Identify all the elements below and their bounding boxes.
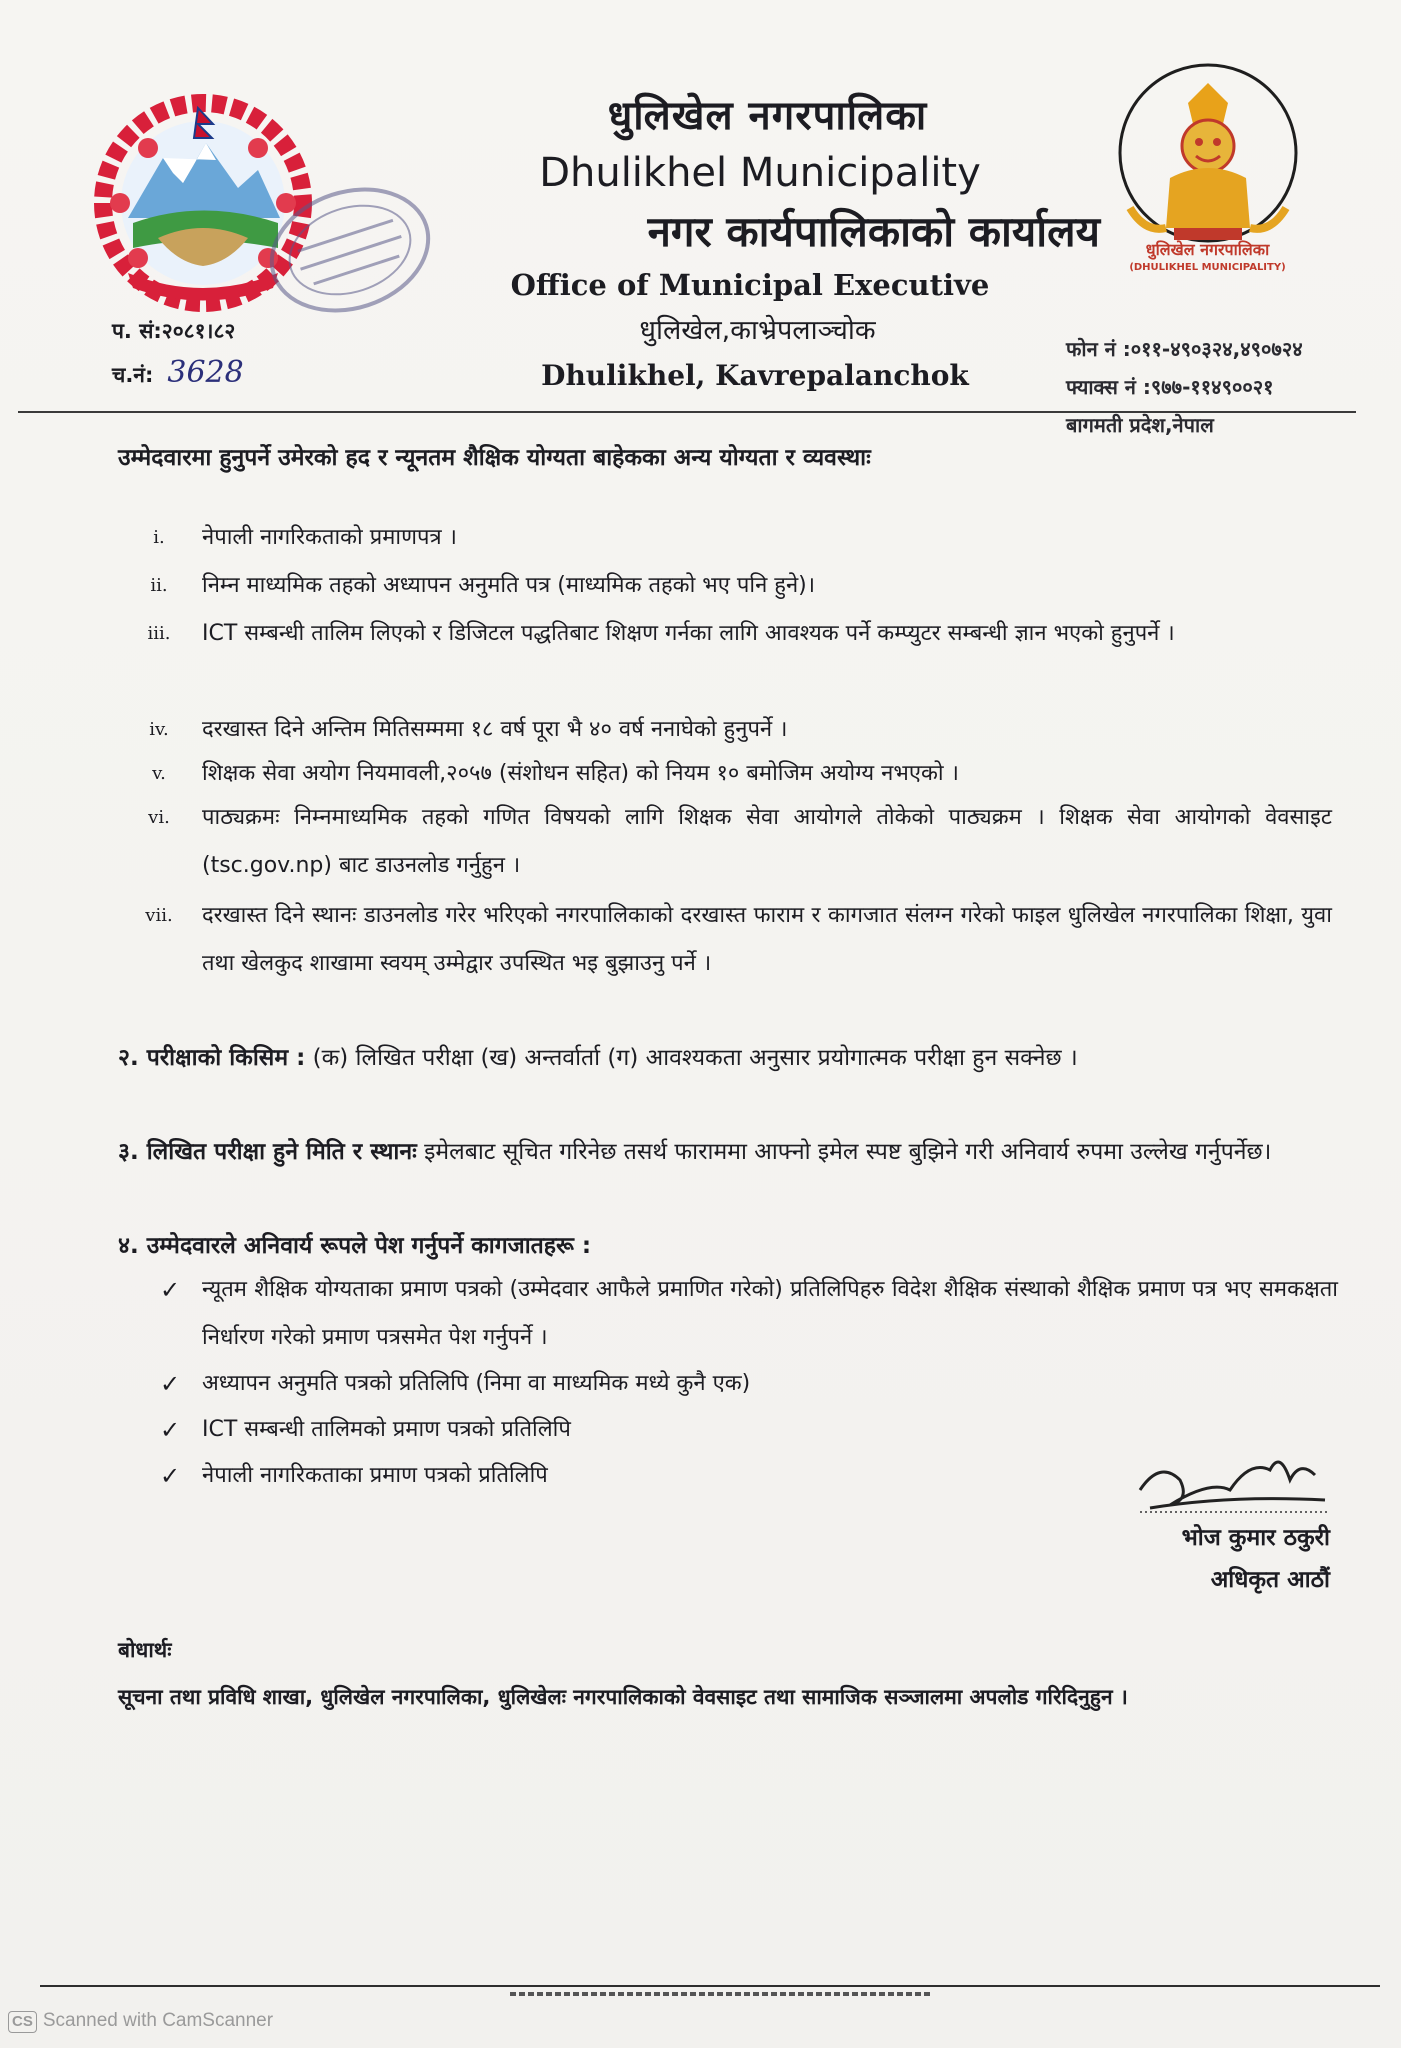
item-number: ii.	[150, 575, 168, 596]
logo-caption-english: (DHULIKHEL MUNICIPALITY)	[1129, 262, 1286, 273]
camscanner-text: Scanned with CamScanner	[42, 2010, 274, 2031]
contact-block	[1066, 330, 1303, 444]
item-text: दरखास्त दिने अन्तिम मितिसम्ममा १८ वर्ष पूरा भै ४० वर्ष ननाघेको हुनुपर्ने ।	[202, 717, 788, 742]
footer-fineprint	[510, 1992, 930, 1996]
item-text: शिक्षक सेवा अयोग नियमावली,२०५७ (संशोधन सहित) को नियम १० बमोजिम अयोग्य नभएको ।	[202, 761, 959, 786]
section-exam-date-label: ३. लिखित परीक्षा हुने मिति र स्थानः	[118, 1139, 417, 1165]
logo-caption-nepali: धुलिखेल नगरपालिका	[1145, 240, 1270, 259]
checklist-text: न्यूतम शैक्षिक योग्यताका प्रमाण पत्रको (उम्मेदवार आफैले प्रमाणित गरेको) प्रतिलिपिहरु विदेश शैक्षिक संस्थाको शैक्षिक प्रमाण पत्र भए समकक्षता निर्धारण गरेको प्रमाण पत्रसमेत पेश गर्नुपर्ने ।	[202, 1277, 1338, 1350]
camscanner-logo-icon: CS	[8, 2011, 37, 2033]
letterhead	[0, 40, 1401, 437]
signatory-title: अधिकृत आठौं	[1210, 1567, 1330, 1593]
item-text: दरखास्त दिने स्थानः डाउनलोड गरेर भरिएको नगरपालिकाको दरखास्त फाराम र कागजात संलग्न गरेको फाइल धुलिखेल नगरपालिका शिक्षा, युवा तथा खेलकुद शाखामा स्वयम् उम्मेद्वार उपस्थित भइ बुझाउनु पर्ने ।	[202, 903, 1332, 976]
address-english: Dhulikhel, Kavrepalanchok	[541, 359, 969, 392]
item-text: निम्न माध्यमिक तहको अध्यापन अनुमति पत्र (माध्यमिक तहको भए पनि हुने)।	[202, 573, 816, 598]
section-documents-heading: ४. उम्मेदवारले अनिवार्य रूपले पेश गर्नुपर्ने कागजातहरू :	[118, 1233, 592, 1259]
title-block	[380, 88, 1100, 398]
checklist-text: अध्यापन अनुमति पत्रको प्रतिलिपि (निमा वा माध्यमिक मध्ये कुनै एक)	[202, 1371, 751, 1396]
checklist-text: नेपाली नागरिकताका प्रमाण पत्रको प्रतिलिपि	[202, 1463, 548, 1488]
item-number: vii.	[145, 905, 173, 926]
checkmark-icon: ✓	[160, 1462, 181, 1490]
section-exam-type-text: (क) लिखित परीक्षा (ख) अन्तर्वार्ता (ग) आवश्यकता अनुसार प्रयोगात्मक परीक्षा हुन सक्नेछ ।	[312, 1045, 1078, 1071]
bodharth-label: बोधार्थः	[118, 1638, 172, 1662]
section-exam-type-label: २. परीक्षाको किसिम :	[118, 1045, 306, 1071]
item-number: v.	[152, 763, 166, 784]
municipality-name-english: Dhulikhel Municipality	[539, 150, 981, 196]
item-number: vi.	[148, 807, 170, 828]
address-nepali: धुलिखेल,काभ्रेपलाञ्चोक	[639, 315, 876, 346]
section-exam-date	[118, 1128, 1338, 1176]
reference-block	[112, 310, 244, 394]
item-number: i.	[153, 527, 165, 548]
section-exam-type	[118, 1034, 1338, 1082]
item-text: पाठ्यक्रमः निम्नमाध्यमिक तहको गणित विषयको लागि शिक्षक सेवा आयोगले तोकेको पाठ्यक्रम । शिक्षक सेवा आयोगको वेवसाइट (tsc.gov.np) बाट डाउनलोड गर्नुहुन ।	[202, 805, 1332, 878]
item-number: iii.	[147, 623, 171, 644]
municipality-name-nepali: धुलिखेल नगरपालिका	[607, 93, 928, 139]
dispatch-number: 3628	[167, 355, 244, 390]
bodharth-text: सूचना तथा प्रविधि शाखा, धुलिखेल नगरपालिका, धुलिखेलः नगरपालिकाको वेवसाइट तथा सामाजिक सञ्जालमा अपलोड गरिदिनुहुन ।	[118, 1685, 1128, 1709]
footer-divider	[40, 1985, 1380, 1987]
checkmark-icon: ✓	[160, 1416, 181, 1444]
item-text: नेपाली नागरिकताको प्रमाणपत्र ।	[202, 525, 457, 550]
office-name-nepali: नगर कार्यपालिकाको कार्यालय	[647, 207, 1100, 256]
item-text: ICT सम्बन्धी तालिम लिएको र डिजिटल पद्धतिबाट शिक्षण गर्नका लागि आवश्यक पर्ने कम्प्युटर सम्बन्धी ज्ञान भएको हुनुपर्ने ।	[202, 621, 1175, 646]
header-divider	[18, 411, 1356, 413]
camscanner-watermark	[8, 2010, 273, 2033]
checklist-text: ICT सम्बन्धी तालिमको प्रमाण पत्रको प्रतिलिपि	[202, 1417, 571, 1442]
dispatch-line	[112, 352, 244, 394]
section-exam-date-text: इमेलबाट सूचित गरिनेछ तसर्थ फाराममा आफ्नो इमेल स्पष्ट बुझिने गरी अनिवार्य रुपमा उल्लेख गर्नुपर्नेछ।	[424, 1139, 1272, 1165]
checkmark-icon: ✓	[160, 1276, 181, 1304]
office-name-english: Office of Municipal Executive	[510, 268, 990, 302]
signatory-name: भोज कुमार ठकुरी	[1181, 1525, 1330, 1551]
intro-heading: उम्मेदवारमा हुनुपर्ने उमेरको हद र न्यूनतम शैक्षिक योग्यता बाहेकका अन्य योग्यता र व्यवस्थाः	[118, 445, 871, 471]
item-number: iv.	[149, 719, 169, 740]
reference-number: प. सं:२०८१।८२	[112, 319, 236, 343]
fax-number: फ्याक्स नं :९७७-११४९००२१	[1066, 375, 1274, 399]
phone-number: फोन नं :०११-४९०३२४,४९०७२४	[1066, 337, 1303, 361]
dispatch-label: च.नं:	[112, 363, 154, 387]
checkmark-icon: ✓	[160, 1370, 181, 1398]
province: बागमती प्रदेश,नेपाल	[1066, 413, 1214, 437]
